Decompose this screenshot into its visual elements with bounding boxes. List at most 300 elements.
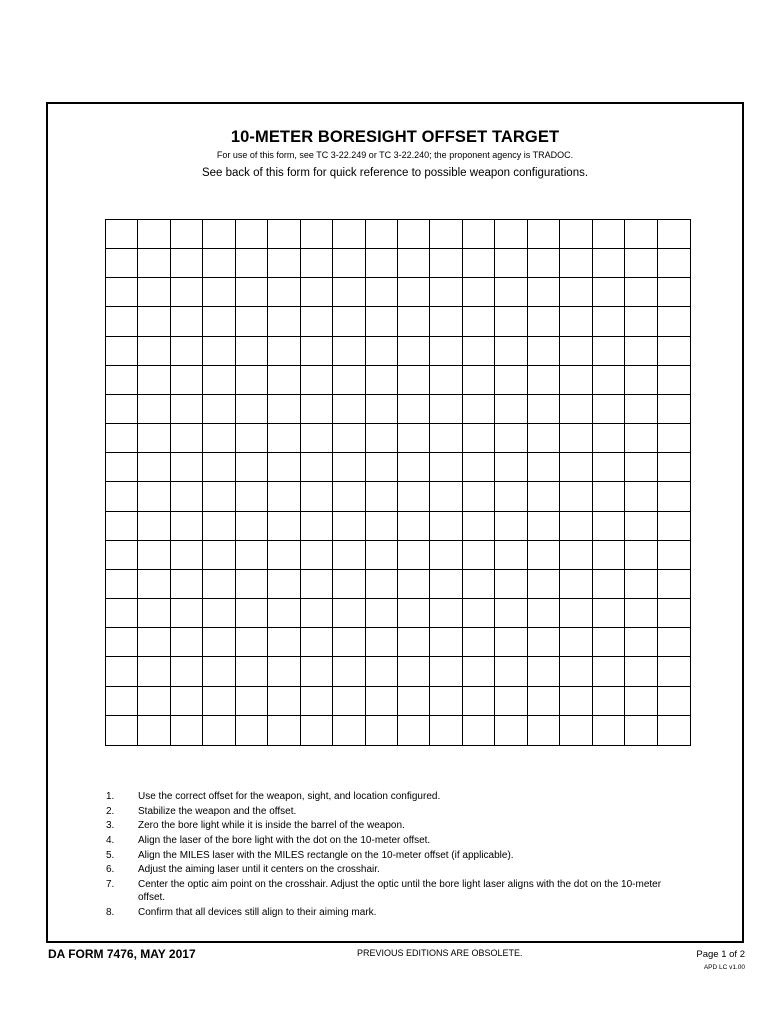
grid-cell	[398, 249, 430, 278]
grid-cell	[236, 307, 268, 336]
grid-cell	[236, 599, 268, 628]
grid-cell	[138, 628, 170, 657]
grid-cell	[658, 541, 690, 570]
grid-cell	[463, 599, 495, 628]
grid-cell	[268, 453, 300, 482]
grid-cell	[495, 366, 527, 395]
grid-cell	[398, 628, 430, 657]
grid-cell	[560, 249, 592, 278]
grid-cell	[106, 512, 138, 541]
grid-cell	[463, 482, 495, 511]
grid-cell	[430, 307, 462, 336]
grid-cell	[463, 512, 495, 541]
grid-cell	[138, 337, 170, 366]
grid-cell	[593, 657, 625, 686]
instruction-item	[106, 805, 686, 818]
grid-cell	[430, 628, 462, 657]
grid-cell	[398, 366, 430, 395]
grid-cell	[301, 337, 333, 366]
grid-cell	[463, 337, 495, 366]
grid-cell	[366, 453, 398, 482]
grid-cell	[106, 366, 138, 395]
grid-cell	[593, 599, 625, 628]
grid-cell	[366, 541, 398, 570]
grid-cell	[106, 278, 138, 307]
grid-cell	[625, 366, 657, 395]
grid-cell	[625, 307, 657, 336]
grid-cell	[106, 249, 138, 278]
grid-cell	[430, 512, 462, 541]
grid-cell	[430, 278, 462, 307]
grid-cell	[398, 687, 430, 716]
grid-cell	[268, 570, 300, 599]
grid-cell	[366, 482, 398, 511]
grid-cell	[528, 512, 560, 541]
grid-cell	[430, 453, 462, 482]
grid-cell	[366, 220, 398, 249]
grid-cell	[593, 424, 625, 453]
grid-cell	[268, 249, 300, 278]
instruction-item	[106, 834, 686, 847]
grid-cell	[171, 541, 203, 570]
grid-cell	[625, 570, 657, 599]
grid-cell	[333, 249, 365, 278]
grid-cell	[171, 453, 203, 482]
grid-cell	[333, 512, 365, 541]
grid-cell	[463, 628, 495, 657]
grid-cell	[366, 716, 398, 745]
grid-cell	[560, 687, 592, 716]
grid-cell	[495, 628, 527, 657]
grid-cell	[398, 307, 430, 336]
grid-cell	[430, 687, 462, 716]
grid-cell	[495, 453, 527, 482]
grid-cell	[171, 512, 203, 541]
grid-cell	[430, 570, 462, 599]
grid-cell	[203, 716, 235, 745]
grid-cell	[528, 599, 560, 628]
grid-cell	[236, 570, 268, 599]
grid-cell	[236, 366, 268, 395]
grid-cell	[658, 278, 690, 307]
grid-cell	[106, 628, 138, 657]
grid-cell	[171, 337, 203, 366]
grid-cell	[528, 424, 560, 453]
grid-cell	[106, 395, 138, 424]
grid-cell	[138, 453, 170, 482]
grid-cell	[138, 220, 170, 249]
grid-cell	[203, 512, 235, 541]
grid-cell	[236, 716, 268, 745]
form-title: 10-METER BORESIGHT OFFSET TARGET	[230, 128, 560, 146]
grid-cell	[593, 453, 625, 482]
grid-cell	[268, 424, 300, 453]
grid-cell	[625, 687, 657, 716]
grid-cell	[268, 716, 300, 745]
instruction-number: 5.	[106, 849, 115, 861]
grid-cell	[236, 424, 268, 453]
grid-cell	[593, 395, 625, 424]
grid-cell	[528, 657, 560, 686]
grid-cell	[106, 716, 138, 745]
grid-cell	[268, 220, 300, 249]
instruction-item	[106, 819, 686, 832]
grid-cell	[138, 716, 170, 745]
grid-cell	[236, 687, 268, 716]
grid-cell	[333, 220, 365, 249]
grid-cell	[333, 337, 365, 366]
grid-cell	[560, 337, 592, 366]
grid-cell	[625, 482, 657, 511]
grid-cell	[658, 716, 690, 745]
grid-cell	[658, 424, 690, 453]
grid-cell	[203, 628, 235, 657]
instruction-number: 3.	[106, 820, 115, 832]
grid-cell	[398, 453, 430, 482]
instruction-item	[106, 878, 686, 904]
grid-cell	[463, 249, 495, 278]
grid-cell	[236, 482, 268, 511]
grid-cell	[398, 337, 430, 366]
instruction-number: 6.	[106, 864, 115, 876]
grid-cell	[301, 366, 333, 395]
grid-cell	[333, 570, 365, 599]
grid-cell	[203, 249, 235, 278]
grid-cell	[171, 628, 203, 657]
grid-cell	[203, 220, 235, 249]
grid-cell	[236, 657, 268, 686]
instruction-item	[106, 790, 686, 803]
grid-cell	[398, 512, 430, 541]
grid-cell	[301, 482, 333, 511]
grid-cell	[560, 424, 592, 453]
instruction-text: Align the laser of the bore light with the dot on the 10-meter offset.	[138, 835, 431, 847]
grid-cell	[203, 570, 235, 599]
grid-cell	[171, 716, 203, 745]
grid-cell	[366, 599, 398, 628]
grid-cell	[301, 512, 333, 541]
grid-cell	[236, 628, 268, 657]
target-grid	[105, 219, 691, 746]
grid-cell	[430, 424, 462, 453]
grid-cell	[430, 657, 462, 686]
grid-cell	[495, 220, 527, 249]
grid-cell	[625, 657, 657, 686]
grid-cell	[398, 278, 430, 307]
grid-cell	[236, 512, 268, 541]
grid-cell	[528, 366, 560, 395]
grid-cell	[593, 716, 625, 745]
grid-cell	[560, 628, 592, 657]
grid-cell	[625, 424, 657, 453]
instruction-number: 2.	[106, 805, 115, 817]
grid-cell	[106, 599, 138, 628]
grid-cell	[301, 249, 333, 278]
grid-cell	[268, 482, 300, 511]
grid-cell	[528, 395, 560, 424]
grid-cell	[593, 307, 625, 336]
grid-cell	[495, 687, 527, 716]
grid-cell	[366, 570, 398, 599]
grid-cell	[138, 541, 170, 570]
grid-cell	[463, 570, 495, 599]
grid-cell	[203, 337, 235, 366]
grid-cell	[495, 716, 527, 745]
grid-cell	[171, 570, 203, 599]
grid-cell	[528, 453, 560, 482]
grid-cell	[625, 249, 657, 278]
grid-cell	[301, 687, 333, 716]
grid-cell	[236, 278, 268, 307]
grid-cell	[495, 337, 527, 366]
grid-cell	[398, 220, 430, 249]
grid-cell	[268, 628, 300, 657]
grid-cell	[171, 657, 203, 686]
grid-cell	[593, 337, 625, 366]
grid-cell	[463, 541, 495, 570]
obsolete-notice: PREVIOUS EDITIONS ARE OBSOLETE.	[357, 948, 523, 958]
grid-cell	[301, 278, 333, 307]
grid-cell	[301, 424, 333, 453]
grid-cell	[301, 453, 333, 482]
grid-cell	[658, 220, 690, 249]
grid-cell	[236, 395, 268, 424]
grid-cell	[430, 541, 462, 570]
instruction-text: Zero the bore light while it is inside the barrel of the weapon.	[138, 820, 405, 832]
grid-cell	[593, 366, 625, 395]
grid-cell	[593, 541, 625, 570]
grid-cell	[106, 220, 138, 249]
form-subtitle: For use of this form, see TC 3-22.249 or TC 3-22.240; the proponent agency is TRADOC.	[216, 150, 574, 160]
grid-cell	[495, 395, 527, 424]
grid-cell	[560, 599, 592, 628]
grid-cell	[333, 716, 365, 745]
grid-cell	[333, 599, 365, 628]
grid-cell	[138, 482, 170, 511]
grid-cell	[398, 541, 430, 570]
grid-cell	[398, 599, 430, 628]
grid-cell	[593, 220, 625, 249]
grid-cell	[203, 541, 235, 570]
grid-cell	[625, 512, 657, 541]
grid-cell	[658, 482, 690, 511]
grid-cell	[495, 482, 527, 511]
grid-cell	[138, 687, 170, 716]
grid-cell	[398, 716, 430, 745]
grid-cell	[430, 716, 462, 745]
grid-cell	[268, 687, 300, 716]
grid-cell	[430, 249, 462, 278]
grid-cell	[366, 628, 398, 657]
grid-cell	[236, 541, 268, 570]
grid-cell	[301, 570, 333, 599]
grid-cell	[333, 453, 365, 482]
grid-cell	[106, 424, 138, 453]
grid-cell	[171, 249, 203, 278]
grid-cell	[366, 337, 398, 366]
grid-cell	[203, 278, 235, 307]
grid-cell	[138, 570, 170, 599]
grid-cell	[560, 453, 592, 482]
grid-cell	[366, 307, 398, 336]
grid-cell	[171, 220, 203, 249]
grid-cell	[528, 541, 560, 570]
grid-cell	[106, 541, 138, 570]
grid-cell	[560, 541, 592, 570]
grid-cell	[495, 307, 527, 336]
grid-cell	[560, 307, 592, 336]
grid-cell	[463, 366, 495, 395]
grid-cell	[528, 628, 560, 657]
grid-cell	[333, 395, 365, 424]
grid-cell	[236, 249, 268, 278]
grid-cell	[463, 657, 495, 686]
grid-cell	[171, 482, 203, 511]
grid-cell	[625, 628, 657, 657]
grid-cell	[495, 278, 527, 307]
grid-cell	[495, 512, 527, 541]
grid-cell	[430, 366, 462, 395]
grid-cell	[398, 570, 430, 599]
grid-cell	[106, 657, 138, 686]
grid-cell	[528, 249, 560, 278]
grid-cell	[366, 249, 398, 278]
grid-cell	[171, 366, 203, 395]
grid-cell	[333, 482, 365, 511]
grid-cell	[560, 570, 592, 599]
grid-cell	[366, 395, 398, 424]
grid-cell	[106, 687, 138, 716]
grid-cell	[171, 599, 203, 628]
grid-cell	[495, 599, 527, 628]
grid-cell	[528, 570, 560, 599]
grid-cell	[138, 307, 170, 336]
grid-cell	[138, 424, 170, 453]
grid-cell	[658, 599, 690, 628]
instruction-number: 4.	[106, 835, 115, 847]
grid-cell	[333, 628, 365, 657]
instructions-list	[106, 790, 686, 921]
grid-cell	[138, 599, 170, 628]
grid-cell	[560, 278, 592, 307]
grid-cell	[528, 716, 560, 745]
grid-cell	[495, 424, 527, 453]
grid-cell	[560, 220, 592, 249]
grid-cell	[430, 220, 462, 249]
grid-cell	[366, 687, 398, 716]
grid-cell	[138, 366, 170, 395]
grid-cell	[658, 307, 690, 336]
grid-cell	[593, 482, 625, 511]
instruction-text: Confirm that all devices still align to their aiming mark.	[138, 906, 377, 918]
grid-cell	[625, 599, 657, 628]
grid-cell	[203, 424, 235, 453]
grid-cell	[463, 220, 495, 249]
grid-cell	[301, 628, 333, 657]
grid-cell	[528, 278, 560, 307]
grid-cell	[463, 716, 495, 745]
grid-cell	[333, 657, 365, 686]
grid-cell	[658, 687, 690, 716]
grid-cell	[658, 395, 690, 424]
grid-cell	[658, 453, 690, 482]
instruction-text: Stabilize the weapon and the offset.	[138, 805, 297, 817]
grid-cell	[495, 657, 527, 686]
grid-cell	[560, 657, 592, 686]
grid-cell	[333, 424, 365, 453]
grid-cell	[366, 424, 398, 453]
grid-cell	[625, 395, 657, 424]
grid-cell	[106, 482, 138, 511]
grid-cell	[171, 395, 203, 424]
instruction-text: Adjust the aiming laser until it centers on the crosshair.	[138, 864, 380, 876]
grid-cell	[138, 249, 170, 278]
instruction-text: Center the optic aim point on the crosshair. Adjust the optic until the bore light laser aligns with the dot on the 10-meter offset.	[138, 879, 662, 904]
page-number: Page 1 of 2	[696, 949, 745, 960]
grid-cell	[430, 395, 462, 424]
grid-cell	[268, 599, 300, 628]
grid-cell	[560, 366, 592, 395]
grid-cell	[106, 570, 138, 599]
grid-cell	[236, 453, 268, 482]
grid-cell	[593, 278, 625, 307]
instruction-number: 8.	[106, 906, 115, 918]
form-frame	[46, 102, 744, 943]
grid-cell	[658, 657, 690, 686]
grid-cell	[301, 307, 333, 336]
grid-cell	[366, 512, 398, 541]
grid-cell	[333, 687, 365, 716]
grid-cell	[593, 249, 625, 278]
instruction-number: 7.	[106, 879, 115, 891]
grid-cell	[625, 220, 657, 249]
grid-cell	[593, 628, 625, 657]
grid-cell	[203, 599, 235, 628]
grid-cell	[398, 482, 430, 511]
grid-cell	[268, 395, 300, 424]
grid-cell	[463, 453, 495, 482]
form-number: DA FORM 7476, MAY 2017	[48, 947, 196, 961]
version-code: APD LC v1.00	[703, 964, 745, 971]
grid-cell	[106, 337, 138, 366]
grid-cell	[658, 570, 690, 599]
form-note: See back of this form for quick reference to possible weapon configurations.	[201, 167, 589, 179]
grid-cell	[268, 307, 300, 336]
grid-cell	[463, 395, 495, 424]
grid-cell	[301, 541, 333, 570]
grid-cell	[333, 366, 365, 395]
grid-cell	[171, 687, 203, 716]
grid-cell	[203, 395, 235, 424]
grid-cell	[333, 307, 365, 336]
grid-cell	[593, 512, 625, 541]
grid-cell	[560, 512, 592, 541]
grid-cell	[495, 570, 527, 599]
grid-cell	[593, 570, 625, 599]
grid-cell	[560, 395, 592, 424]
grid-cell	[398, 395, 430, 424]
grid-cell	[560, 716, 592, 745]
grid-cell	[333, 541, 365, 570]
instruction-item	[106, 849, 686, 862]
grid-cell	[658, 337, 690, 366]
grid-cell	[528, 482, 560, 511]
grid-cell	[625, 278, 657, 307]
grid-cell	[106, 453, 138, 482]
instruction-item	[106, 906, 686, 919]
instruction-item	[106, 863, 686, 876]
grid-cell	[528, 337, 560, 366]
